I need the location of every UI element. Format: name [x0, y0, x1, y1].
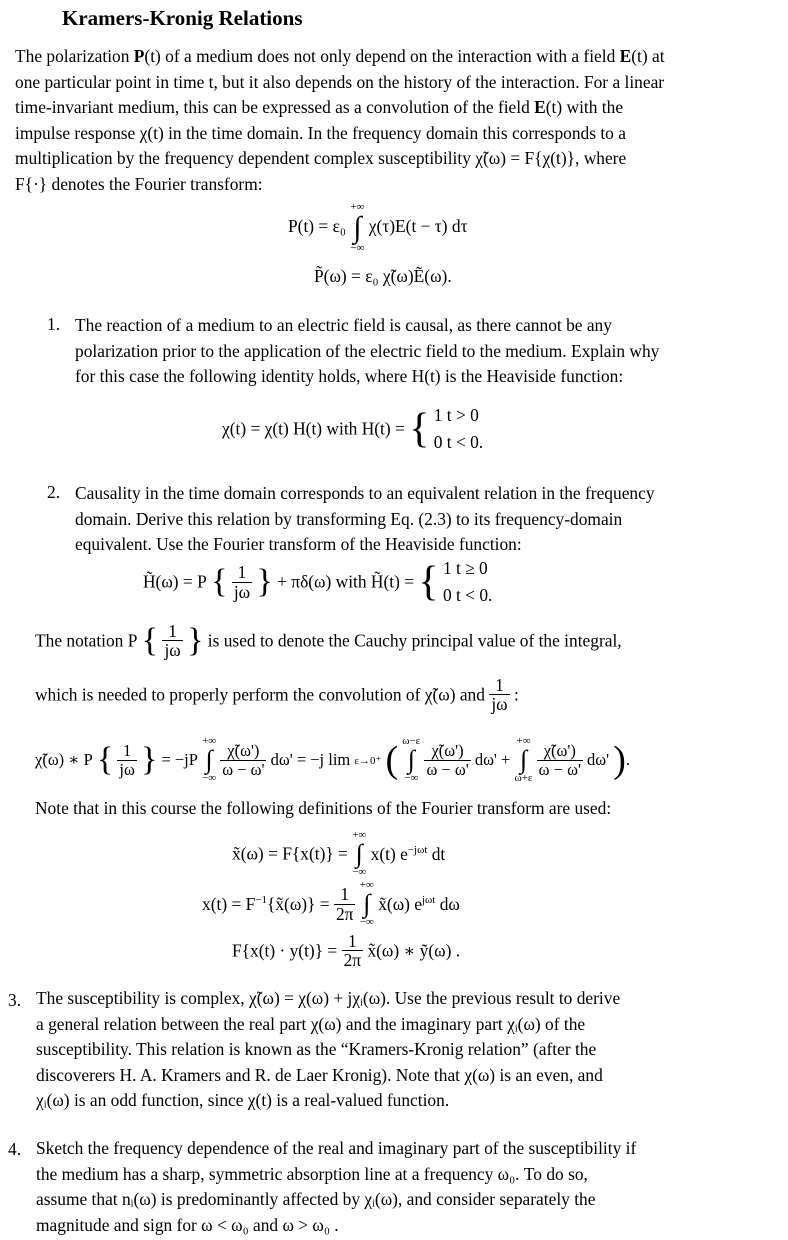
cases-brace: {: [418, 559, 439, 605]
equation-inverse-fourier-transform: $x(t) = F^{-1}\{x̃(\omega)\}$ = $\frac{1}{2\pi}$ +∞ ∫ −∞ x̃(ω) $e^{j\omega t}$ dω: [202, 879, 460, 928]
item-line: discoverers H. A. Kramers and R. de Laer Kronig). Note that χ(ω) is an even, and: [36, 1064, 603, 1085]
intro-line: multiplication by the frequency dependent complex susceptibility χ̃(ω) = F{χ(t)}, where: [15, 148, 627, 168]
page-title: Kramers-Kronig Relations: [62, 6, 303, 30]
equation-causality: χ(t) = χ(t) H(t) with H(t) = { 1 t > 0 0 t < 0.: [222, 402, 483, 456]
item-line: assume that nᵢ(ω) is predominantly affected by χᵢ(ω), and consider separately the: [36, 1189, 596, 1209]
item-line: the medium has a sharp, symmetric absorption line at a frequency ω₀. To do so,: [36, 1163, 588, 1184]
intro-line: F{·} denotes the Fourier transform:: [15, 173, 263, 194]
case-line: 1 t > 0: [433, 405, 479, 425]
item-line: domain. Derive this relation by transforming Eq. (2.3) to its frequency-domain: [75, 508, 623, 529]
equation-fourier-transform: x̃(ω) = F{x(t)} = +∞ ∫ −∞ x(t) $e^{-j\omega t}$ dt: [232, 829, 446, 878]
item-4-text: [36, 1136, 732, 1238]
item-3-text: [36, 986, 732, 1114]
intro-line: one particular point in time t, but it also depends on the history of the interaction. For a linear: [15, 71, 665, 92]
equation-heaviside-transform: H̃(ω) = P { $\frac{1}{j\omega}$ } + πδ(ω) with H̃(t) = { 1 t ≥ 0 0 t < 0.: [143, 555, 492, 609]
item-line: Sketch the frequency dependence of the real and imaginary part of the susceptibility if: [36, 1138, 637, 1158]
item-line: Causality in the time domain corresponds to an equivalent relation in the frequency: [75, 483, 655, 503]
fourier-definition-note: Note that in this course the following definitions of the Fourier transform are used:: [35, 798, 612, 818]
notation-line: The notation P { $\frac{1}{j\omega}$ } is used to denote the Cauchy principal value of the integral,: [35, 621, 622, 661]
equation-polarization-time: P(t) = ε₀ +∞ ∫ −∞ χ(τ)E(t − τ) dτ: [288, 201, 468, 254]
equation-polarization-frequency: P̃(ω) = ε₀ χ̃(ω)Ẽ(ω).: [314, 266, 452, 286]
integral-lower-limit: −∞: [350, 242, 365, 254]
intro-line: time-invariant medium, this can be expressed as a convolution of the field E(t) with the: [15, 97, 624, 117]
item-2-number: 2.: [47, 482, 61, 502]
equation-principal-value-convolution: χ̃(ω) ∗ P { $\frac{1}{j\omega}$ } = −jP +∞ ∫ −∞ $\frac{\chĩ(\omega')}{\omega - \omega'}$ dω' = −j lim ε→0⁺ ( ω−ε ∫ −∞ $\frac{\chĩ(\omega')}{\omega - \omega'}$ dω' + +∞ ∫ ω+ε $\frac{\chĩ(\omega')}{\omega - \omega'}$ dω' ).: [35, 735, 631, 784]
item-line: polarization prior to the application of the electric field to the medium. Explain why: [75, 340, 660, 361]
item-1-number: 1.: [47, 314, 61, 334]
convolution-note-line: which is needed to properly perform the convolution of χ̃(ω) and $\frac{1}{j\omega}$ :: [35, 675, 519, 715]
item-line: χᵢ(ω) is an odd function, since χ(t) is a real-valued function.: [36, 1090, 450, 1110]
item-4-number: 4.: [8, 1139, 22, 1159]
item-1-text: [75, 313, 772, 390]
item-line: a general relation between the real part χ(ω) and the imaginary part χᵢ(ω) of the: [36, 1013, 586, 1034]
item-line: The susceptibility is complex, χ̃(ω) = χ(ω) + jχᵢ(ω). Use the previous result to derive: [36, 988, 621, 1008]
item-2-text: [75, 481, 772, 558]
item-line: for this case the following identity holds, where H(t) is the Heaviside function:: [75, 366, 624, 386]
case-line: 1 t ≥ 0: [442, 558, 488, 578]
intro-paragraph: [15, 44, 772, 197]
case-line: 0 t < 0.: [442, 585, 493, 605]
item-line: susceptibility. This relation is known as the “Kramers-Kronig relation” (after the: [36, 1039, 597, 1059]
item-3-number: 3.: [8, 990, 22, 1010]
intro-line: impulse response χ(t) in the time domain. In the frequency domain this corresponds to a: [15, 122, 626, 143]
equation-convolution-theorem: F{x(t) · y(t)} = $\frac{1}{2\pi}$ x̃(ω) ∗ ỹ(ω) .: [232, 931, 461, 971]
intro-line: The polarization P(t) of a medium does not only depend on the interaction with a field E(t) at: [15, 46, 665, 66]
item-line: equivalent. Use the Fourier transform of the Heaviside function:: [75, 534, 522, 554]
fraction: $\frac{1}{j\omega}$: [233, 562, 251, 602]
integral-upper-limit: +∞: [350, 201, 365, 213]
item-line: The reaction of a medium to an electric field is causal, as there cannot be any: [75, 315, 612, 335]
case-line: 0 t < 0.: [433, 432, 484, 452]
cases-brace: {: [409, 406, 430, 452]
item-line: magnitude and sign for ω < ω₀ and ω > ω₀ .: [36, 1214, 339, 1235]
integral-sign: ∫: [353, 211, 362, 244]
